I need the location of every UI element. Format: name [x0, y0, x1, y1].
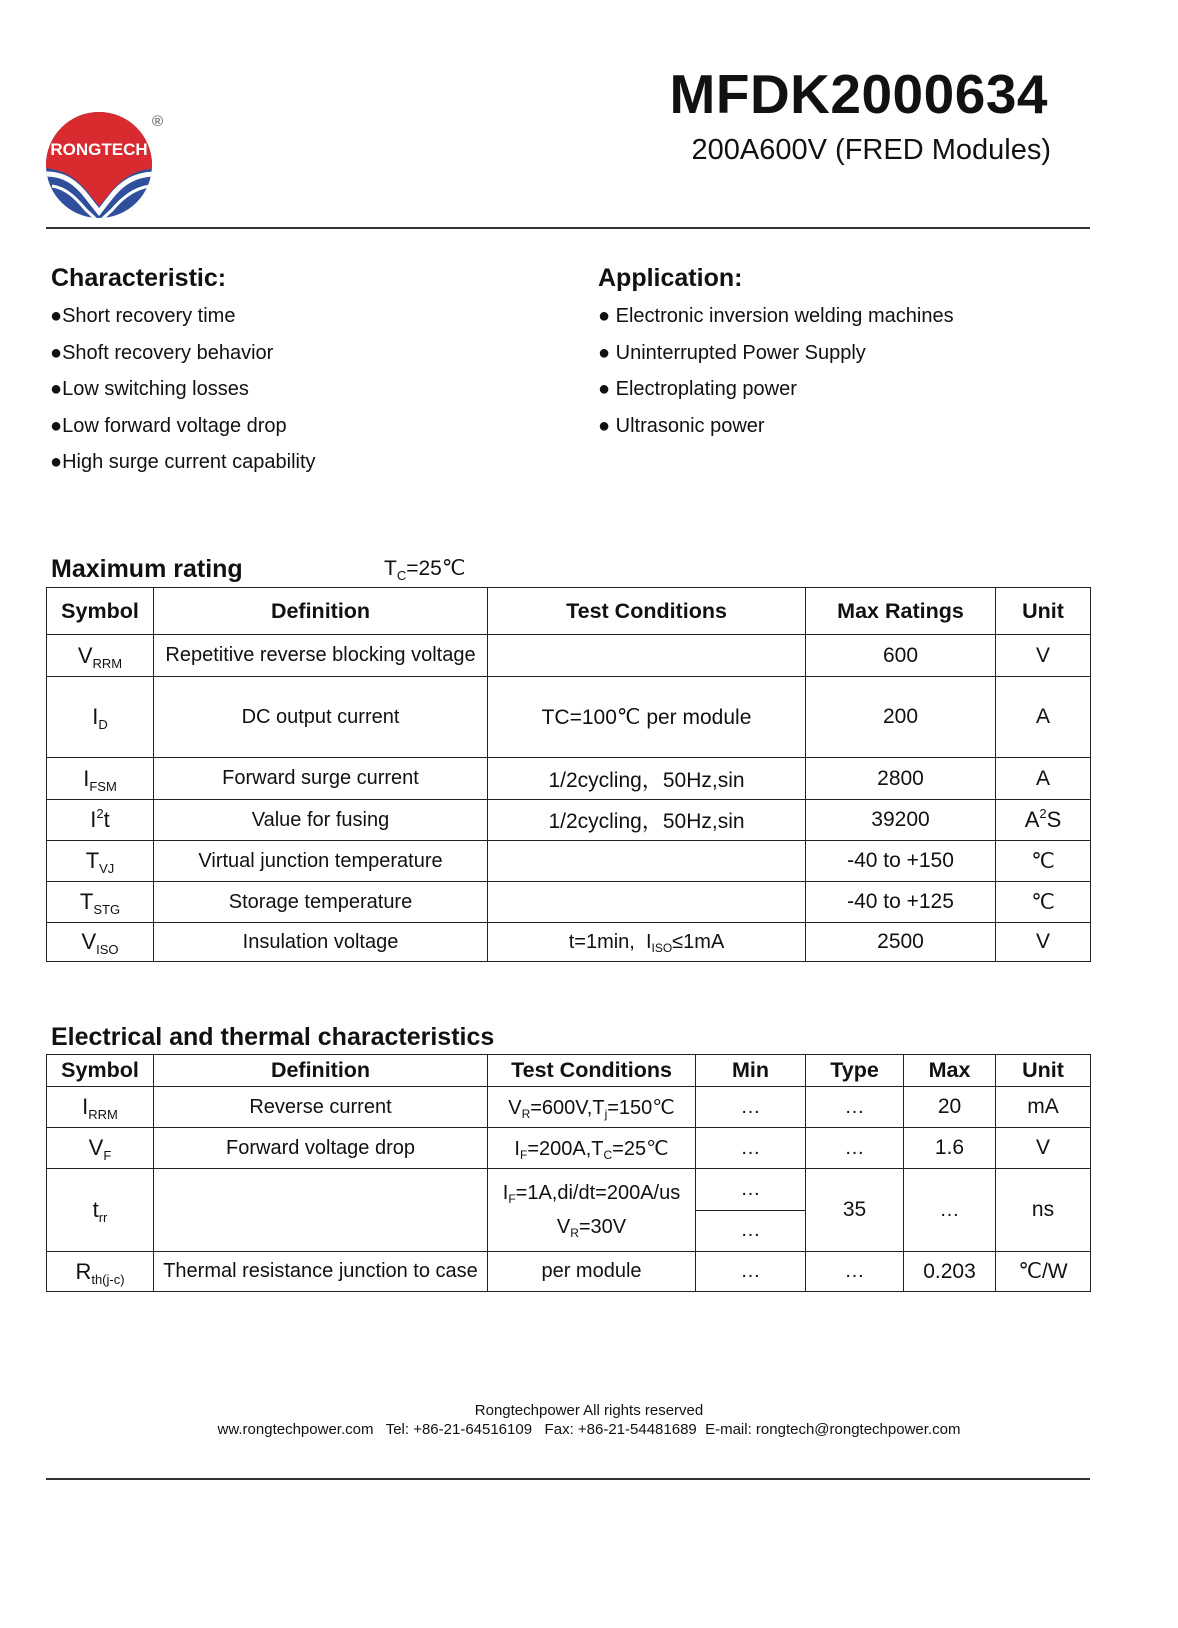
definition-cell: DC output current [154, 677, 488, 758]
definition-cell: Reverse current [154, 1087, 488, 1128]
table-header-row [47, 588, 1091, 635]
column-header: Type [806, 1055, 904, 1087]
max-rating-table [46, 587, 1091, 962]
table-row [47, 1169, 1091, 1252]
part-number: MFDK2000634 [669, 63, 1048, 125]
unit-cell: $A^2S$ [996, 800, 1091, 841]
column-header: Test Conditions [488, 588, 806, 635]
list-item: ●Shoft recovery behavior [50, 341, 274, 364]
company-logo [46, 110, 166, 225]
condition-cell [488, 1169, 696, 1252]
table-row [47, 800, 1091, 841]
symbol-cell: $t_{rr}$ [47, 1169, 154, 1252]
condition-cell: 1/2cycling，50Hz,sin [488, 758, 806, 800]
symbol-cell: $V_{ISO}$ [47, 923, 154, 962]
symbol-cell: $V_{RRM}$ [47, 635, 154, 677]
symbol-cell: $T_{STG}$ [47, 882, 154, 923]
unit-cell: A [996, 758, 1091, 800]
list-item: ● Ultrasonic power [598, 414, 765, 437]
unit-cell: V [996, 635, 1091, 677]
unit-cell: V [996, 1128, 1091, 1169]
definition-cell: Repetitive reverse blocking voltage [154, 635, 488, 677]
max-rating-title: Maximum rating [51, 555, 243, 583]
value-cell: 2800 [806, 758, 996, 800]
column-header: Max [904, 1055, 996, 1087]
unit-cell: V [996, 923, 1091, 962]
column-header: Definition [154, 588, 488, 635]
condition-cell: $V_R=600V,T_j=150℃$ [488, 1087, 696, 1128]
definition-cell: Thermal resistance junction to case [154, 1252, 488, 1292]
min-cell: … [696, 1252, 806, 1292]
value-cell: -40 to +125 [806, 882, 996, 923]
table-row [47, 841, 1091, 882]
condition-line: $I_F=1A,di/dt=200A/us$ [502, 1182, 681, 1206]
definition-cell: Insulation voltage [154, 923, 488, 962]
table-row [47, 1087, 1091, 1128]
condition-cell [488, 882, 806, 923]
characteristic-list [50, 298, 316, 481]
column-header: Unit [996, 588, 1091, 635]
value-cell: -40 to +150 [806, 841, 996, 882]
unit-cell: ℃/W [996, 1252, 1091, 1292]
table-row [47, 677, 1091, 758]
characteristic-title: Characteristic: [51, 264, 227, 292]
electrical-table [46, 1054, 1091, 1292]
type-cell: … [806, 1128, 904, 1169]
list-item: ● Electronic inversion welding machines [598, 305, 954, 327]
definition-cell: Forward voltage drop [154, 1128, 488, 1169]
condition-cell [488, 635, 806, 677]
min-cell: … … [696, 1169, 806, 1252]
value-cell: 39200 [806, 800, 996, 841]
column-header: Unit [996, 1055, 1091, 1087]
definition-cell: Forward surge current [154, 758, 488, 800]
table-row [47, 758, 1091, 800]
definition-cell: Virtual junction temperature [154, 841, 488, 882]
footer-contact: ww.rongtechpower.com Tel: +86-21-64516109 Fax: +86-21-54481689 E-mail: rongtech@rongtechpower.com [217, 1421, 961, 1438]
column-header: Min [696, 1055, 806, 1087]
table-row [47, 923, 1091, 962]
max-cell: … [904, 1169, 996, 1252]
definition-cell: Value for fusing [154, 800, 488, 841]
min-cell: … [696, 1087, 806, 1128]
footer-divider [46, 1478, 1090, 1480]
max-rating-condition: $T_C=25℃$ [384, 557, 466, 584]
header-divider [46, 227, 1090, 229]
table-header-row [47, 1055, 1091, 1087]
application-list [598, 298, 954, 444]
symbol-cell: $V_F$ [47, 1128, 154, 1169]
column-header: Symbol [47, 588, 154, 635]
symbol-cell: $I_{FSM}$ [47, 758, 154, 800]
list-item: ●Low switching losses [50, 378, 249, 400]
column-header: Max Ratings [806, 588, 996, 635]
list-item: ●High surge current capability [50, 451, 316, 473]
list-item: ●Low forward voltage drop [50, 414, 287, 437]
unit-cell: mA [996, 1087, 1091, 1128]
symbol-cell: $I_{RRM}$ [47, 1087, 154, 1128]
svg-text:®: ® [152, 113, 164, 130]
table-row [47, 1128, 1091, 1169]
table-row [47, 1252, 1091, 1292]
condition-line: $V_R=30V$ [556, 1216, 627, 1240]
min-cell: … [696, 1128, 806, 1169]
condition-cell [488, 841, 806, 882]
table-row [47, 882, 1091, 923]
logo-brand-text: RONGTECH [50, 140, 148, 159]
application-title: Application: [598, 264, 743, 292]
column-header: Test Conditions [488, 1055, 696, 1087]
table-row [47, 635, 1091, 677]
unit-cell: A [996, 677, 1091, 758]
column-header: Symbol [47, 1055, 154, 1087]
product-subtitle: 200A600V (FRED Modules) [691, 134, 1051, 166]
unit-cell: ℃ [996, 841, 1091, 882]
value-cell: 600 [806, 635, 996, 677]
footer-rights: Rongtechpower All rights reserved [474, 1402, 704, 1419]
max-cell: 20 [904, 1087, 996, 1128]
symbol-cell: $I_D$ [47, 677, 154, 758]
value-cell: 2500 [806, 923, 996, 962]
condition-cell: per module [488, 1252, 696, 1292]
definition-cell [154, 1169, 488, 1252]
unit-cell: ns [996, 1169, 1091, 1252]
type-cell: … [806, 1087, 904, 1128]
condition-cell: 1/2cycling，50Hz,sin [488, 800, 806, 841]
list-item: ●Short recovery time [50, 305, 236, 327]
electrical-title: Electrical and thermal characteristics [51, 1023, 495, 1051]
unit-cell: ℃ [996, 882, 1091, 923]
list-item: ● Uninterrupted Power Supply [598, 341, 866, 364]
max-cell: 1.6 [904, 1128, 996, 1169]
symbol-cell: $R_{th(j-c)}$ [47, 1252, 154, 1292]
type-cell: 35 [806, 1169, 904, 1252]
list-item: ● Electroplating power [598, 378, 797, 400]
symbol-cell: $T_{VJ}$ [47, 841, 154, 882]
condition-cell: $I_F=200A,T_C=25℃$ [488, 1128, 696, 1169]
symbol-cell: $I^2t$ [47, 800, 154, 841]
value-cell: 200 [806, 677, 996, 758]
definition-cell: Storage temperature [154, 882, 488, 923]
condition-cell: TC=100℃ per module [488, 677, 806, 758]
max-cell: 0.203 [904, 1252, 996, 1292]
condition-cell: t=1min, $I_{ISO}\le 1mA$ [488, 923, 806, 962]
type-cell: … [806, 1252, 904, 1292]
column-header: Definition [154, 1055, 488, 1087]
